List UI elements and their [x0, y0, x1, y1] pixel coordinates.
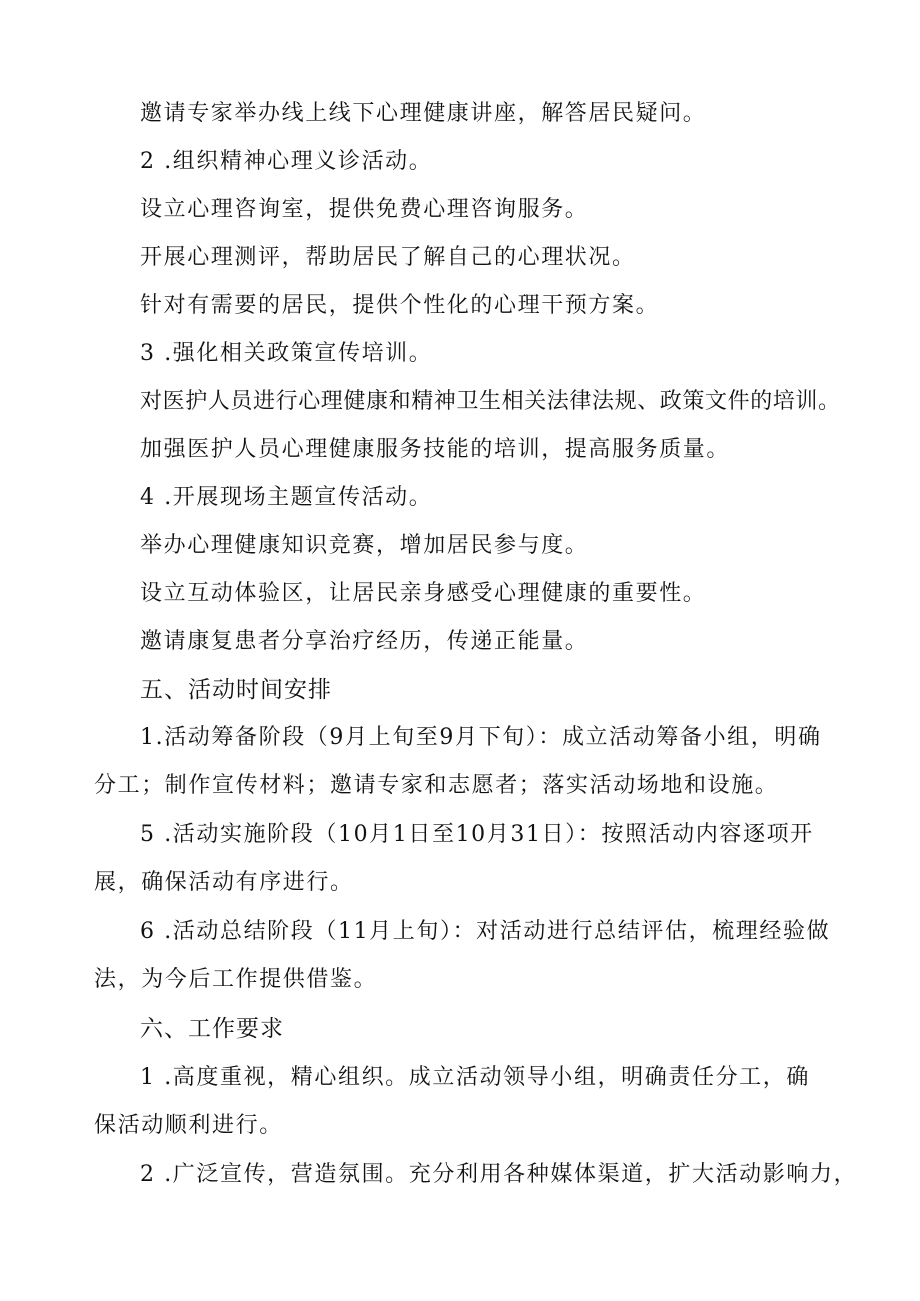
paragraph-line: 针对有需要的居民，提供个性化的心理干预方案。 — [140, 293, 660, 318]
paragraph-line: 保活动顺利进行。 — [94, 1113, 283, 1138]
paragraph-line: 法，为今后工作提供借鉴。 — [94, 967, 378, 992]
list-item-heading: 3 .强化相关政策宣传培训。 — [140, 341, 433, 366]
paragraph-line: 邀请康复患者分享治疗经历，传递正能量。 — [140, 629, 589, 654]
section-heading: 六、工作要求 — [140, 1016, 284, 1042]
paragraph-line: 对医护人员进行心理健康和精神卫生相关法律法规、政策文件的培训。 — [140, 389, 841, 414]
paragraph-line: 加强医护人员心理健康服务技能的培训，提高服务质量。 — [140, 437, 731, 462]
paragraph-line: 1 .高度重视，精心组织。成立活动领导小组，明确责任分工，确 — [140, 1065, 810, 1090]
paragraph-line: 2 .广泛宣传，营造氛围。充分利用各种媒体渠道，扩大活动影响力， — [140, 1162, 858, 1187]
paragraph-line: 设立互动体验区，让居民亲身感受心理健康的重要性。 — [140, 581, 707, 606]
paragraph-line: 开展心理测评，帮助居民了解自己的心理状况。 — [140, 245, 636, 270]
paragraph-line: 6 .活动总结阶段（11月上旬）：对活动进行总结评估，梳理经验做 — [140, 919, 831, 944]
paragraph-line: 举办心理健康知识竞赛，增加居民参与度。 — [140, 533, 589, 558]
paragraph-line: 展，确保活动有序进行。 — [94, 870, 354, 895]
paragraph-line: 邀请专家举办线上线下心理健康讲座，解答居民疑问。 — [140, 101, 707, 126]
list-item-heading: 2 .组织精神心理义诊活动。 — [140, 149, 433, 174]
paragraph-line: 1.活动筹备阶段（9月上旬至9月下旬）：成立活动筹备小组，明确 — [140, 725, 822, 750]
section-heading: 五、活动时间安排 — [140, 677, 332, 703]
paragraph-line: 分工；制作宣传材料；邀请专家和志愿者；落实活动场地和设施。 — [94, 773, 779, 798]
paragraph-line: 设立心理咨询室，提供免费心理咨询服务。 — [140, 197, 589, 222]
list-item-heading: 4 .开展现场主题宣传活动。 — [140, 485, 433, 510]
paragraph-line: 5 .活动实施阶段（10月1日至10月31日）：按照活动内容逐项开 — [140, 822, 814, 847]
